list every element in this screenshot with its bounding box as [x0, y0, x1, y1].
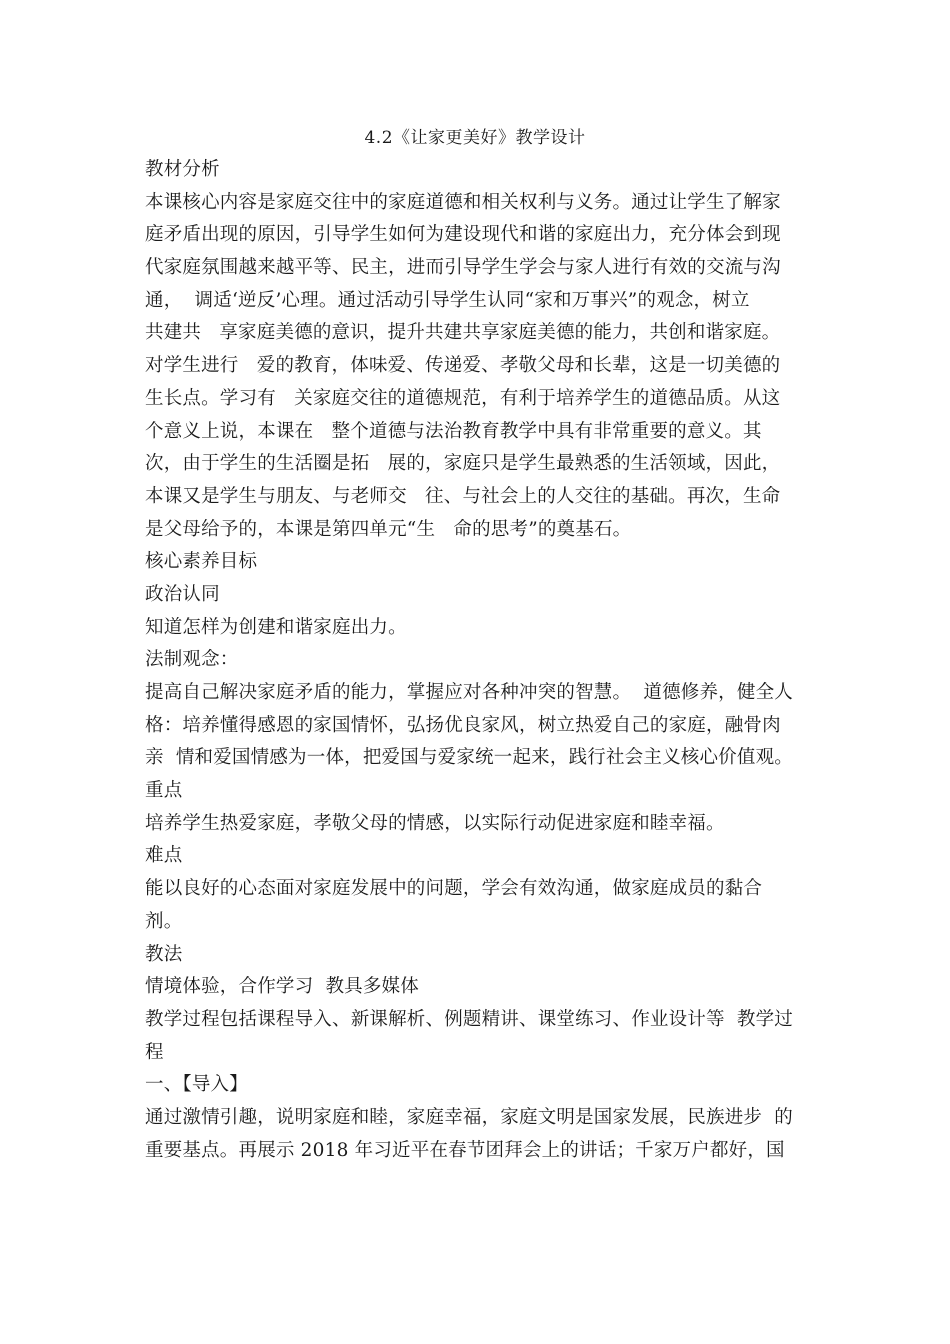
body-line: 重要基点。再展示 2018 年习近平在春节团拜会上的讲话；千家万户都好，国 — [145, 1139, 785, 1161]
body-line: 本课核心内容是家庭交往中的家庭道德和相关权利与义务。通过让学生了解家 — [145, 191, 781, 213]
body-line: 次，由于学生的生活圈是拓 展的，家庭只是学生最熟悉的生活领域，因此， — [145, 453, 781, 475]
body-line: 提高自己解决家庭矛盾的能力，掌握应对各种冲突的智慧。 道德修养，健全人 — [145, 682, 793, 703]
body-line: 生长点。学习有 关家庭交往的道德规范，有利于培养学生的道德品质。从这 — [145, 387, 781, 409]
body-line: 本课又是学生与朋友、与老师交 往、与社会上的人交往的基础。再次，生命 — [145, 485, 781, 507]
body-line: 教材分析 — [145, 159, 220, 180]
body-line: 法制观念： — [145, 649, 239, 671]
body-line: 培养学生热爱家庭，孝敬父母的情感，以实际行动促进家庭和睦幸福。 — [145, 812, 725, 834]
body-line: 一、【导入】 — [145, 1074, 248, 1096]
body-line: 通， 调适‘逆反’心理。通过活动引导学生认同“家和万事兴”的观念，树立 — [145, 289, 750, 311]
body-line: 剂。 — [145, 910, 183, 932]
document-title: 4.2《让家更美好》教学设计 — [364, 128, 586, 148]
body-line: 对学生进行 爱的教育，体味爱、传递爱、孝敬父母和长辈，这是一切美德的 — [145, 355, 781, 377]
body-line: 政治认同 — [145, 583, 220, 605]
body-line: 教学过程包括课程导入、新课解析、例题精讲、课堂练习、作业设计等 教学过 — [145, 1008, 793, 1030]
body-line: 亲 情和爱国情感为一体，把爱国与爱家统一起来，践行社会主义核心价值观。 — [145, 747, 793, 769]
body-line: 庭矛盾出现的原因，引导学生如何为建设现代和谐的家庭出力，充分体会到现 — [145, 224, 781, 246]
body-line: 重点 — [145, 780, 183, 802]
body-line: 程 — [145, 1041, 164, 1063]
body-line: 教法 — [145, 943, 183, 965]
document-body — [145, 154, 810, 1167]
body-line: 是父母给予的，本课是第四单元“生 命的思考”的奠基石。 — [145, 518, 632, 540]
body-line: 难点 — [145, 845, 183, 867]
body-line: 通过激情引趣，说明家庭和睦，家庭幸福，家庭文明是国家发展，民族进步 的 — [145, 1106, 793, 1128]
body-line: 能以良好的心态面对家庭发展中的问题，学会有效沟通，做家庭成员的黏合 — [145, 878, 763, 900]
body-line: 共建共 享家庭美德的意识，提升共建共享家庭美德的能力，共创和谐家庭。 — [145, 322, 781, 344]
body-line: 核心素养目标 — [145, 551, 258, 573]
body-line: 情境体验，合作学习 教具多媒体 — [145, 976, 419, 998]
body-line: 知道怎样为创建和谐家庭出力。 — [145, 616, 407, 638]
body-line: 代家庭氛围越来越平等、民主，进而引导学生学会与家人进行有效的交流与沟 — [145, 257, 781, 279]
body-line: 个意义上说，本课在 整个道德与法治教育教学中具有非常重要的意义。其 — [145, 420, 762, 442]
body-line: 格：培养懂得感恩的家国情怀，弘扬优良家风，树立热爱自己的家庭，融骨肉 — [145, 714, 781, 736]
